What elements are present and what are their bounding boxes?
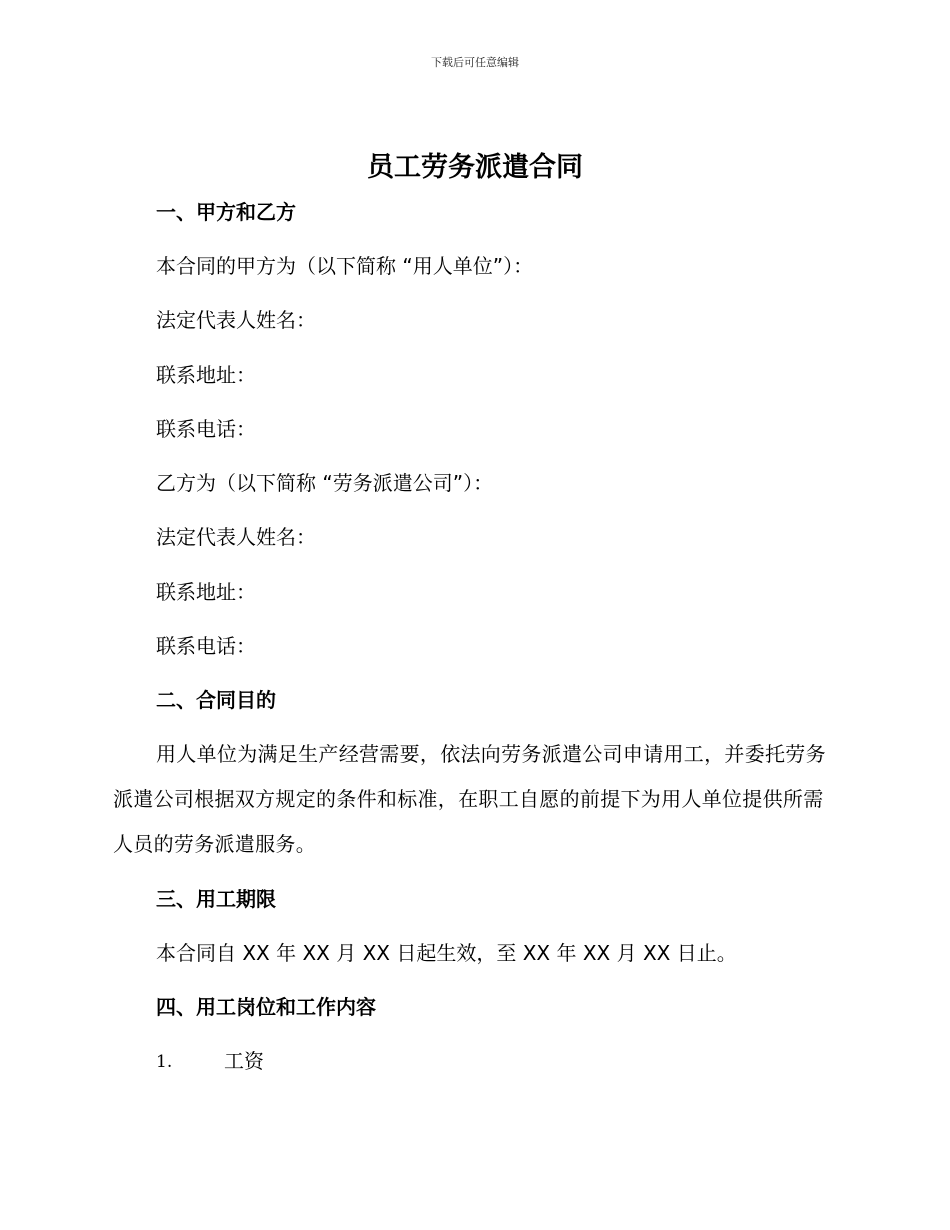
- document-title: 员工劳务派遣合同: [367, 152, 583, 183]
- party-b-line: 乙方为（以下简称 “劳务派遣公司”）：: [156, 471, 494, 495]
- header-note: 下载后可任意编辑: [431, 56, 519, 69]
- party-a-legal-rep: 法定代表人姓名：: [156, 308, 316, 332]
- section-1-heading: 一、甲方和乙方: [156, 200, 296, 224]
- party-b-address: 联系地址：: [156, 580, 256, 604]
- party-a-phone: 联系电话：: [156, 417, 256, 441]
- party-b-legal-rep: 法定代表人姓名：: [156, 525, 316, 549]
- party-a-line: 本合同的甲方为（以下简称 “用人单位”）：: [156, 254, 534, 278]
- section-3-term-line: 本合同自 XX 年 XX 月 XX 日起生效，至 XX 年 XX 月 XX 日止。: [156, 941, 737, 965]
- section-2-heading: 二、合同目的: [156, 688, 276, 712]
- list-item-number: 1.: [156, 1052, 173, 1072]
- section-3-heading: 三、用工期限: [156, 887, 276, 911]
- section-4-heading: 四、用工岗位和工作内容: [156, 995, 376, 1019]
- section-2-paragraph: 用人单位为满足生产经营需要，依法向劳务派遣公司申请用工，并委托劳务派遣公司根据双方规定的条件和标准，在职工自愿的前提下为用人单位提供所需人员的劳务派遣服务。: [113, 742, 826, 856]
- party-a-address: 联系地址：: [156, 363, 256, 387]
- list-item-text: 工资: [224, 1049, 264, 1073]
- party-b-phone: 联系电话：: [156, 634, 256, 658]
